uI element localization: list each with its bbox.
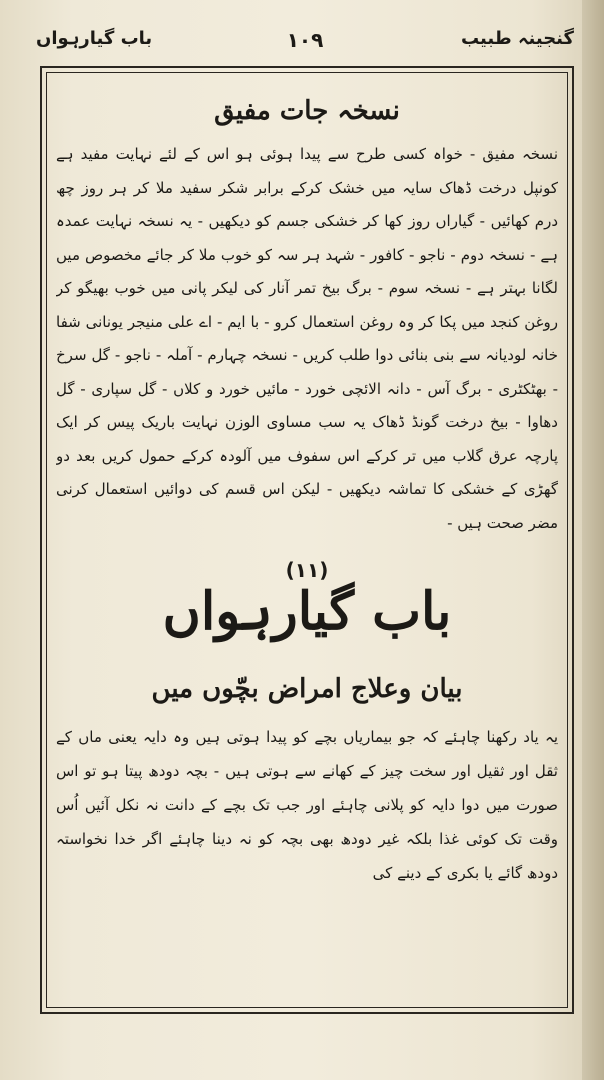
section-title: نسخہ جات مفیق: [214, 96, 400, 126]
chapter-running-head: باب گیارہواں: [36, 28, 153, 49]
section-paragraph: نسخہ مفیق - خواہ کسی طرح سے پیدا ہوئی ہو اس کے لئے نہایت مفید ہے کونپل درخت ڈھاک سایہ میں خشک کرکے برابر شکر سفید ملا کر ہر روز چھ درم کھائیں - گیاراں روز کھا کر خشکی جسم کو دیکھیں - یہ نسخہ نہایت عمدہ ہے - نسخہ دوم - ناجو - کافور - شہد ہر سہ کو خوب ملا کر جائے مخصوص میں لگانا بہتر ہے - نسخہ سوم - برگ بیخ تمر آنار کی لیکر پانی میں خوب بھیگو کر روغن کنجد میں پکا کر وہ روغن استعمال کرو - با ایم - اے علی منیجر یونانی شفا خانہ لودیانہ سے بنی بنائی دوا طلب کریں - نسخہ چہارم - آملہ - ناجو - گل سرخ - بھٹکٹری - برگ آس - دانہ الائچی خورد - مائیں خورد و کلاں - گل سپاری - گل دھاوا - بیخ درخت گونڈ ڈھاک یہ سب مساوی الوزن نہایت باریک پیس کر ایک پارچہ عرق گلاب میں تر کرکے اس سفوف میں آلودہ کرکے حمول کریں بعد دو گھڑی کے خشکی کا تماشہ دیکھیں - لیکن اس قسم کی دوائیں استعمال کرنی مضر صحت ہیں -: [56, 145, 558, 532]
page-number: ۱۰۹: [286, 28, 324, 52]
chapter-title: باب گیارہواں: [162, 581, 452, 642]
chapter-paragraph: یہ یاد رکھنا چاہئے کہ جو بیماریاں بچے کو پیدا ہوتی ہیں وہ دایہ یعنی ماں کے ثقل اور ثقیل اور سخت چیز کے کھانے سے ہوتی ہیں - بچہ دودھ پیتا ہو تو اس صورت میں دوا دایہ کو پلانی چاہئے اور جب تک بچے کے دانت نہ نکل آئیں اُس وقت تک کوئی غذا بلکہ غیر دودھ بھی بچہ کو نہ دینا چاہئے اگر خدا نخواستہ دودھ گائے یا بکری کے دینے کی: [56, 728, 558, 882]
book-spine: [582, 0, 604, 1080]
chapter-number: (۱۱): [285, 558, 329, 582]
chapter-subtitle: بیان وعلاج امراض بچّوں میں: [151, 674, 463, 704]
page-content: [56, 90, 558, 1000]
book-title: گنجینہ طبیب: [460, 28, 574, 49]
page-header: [36, 22, 574, 62]
